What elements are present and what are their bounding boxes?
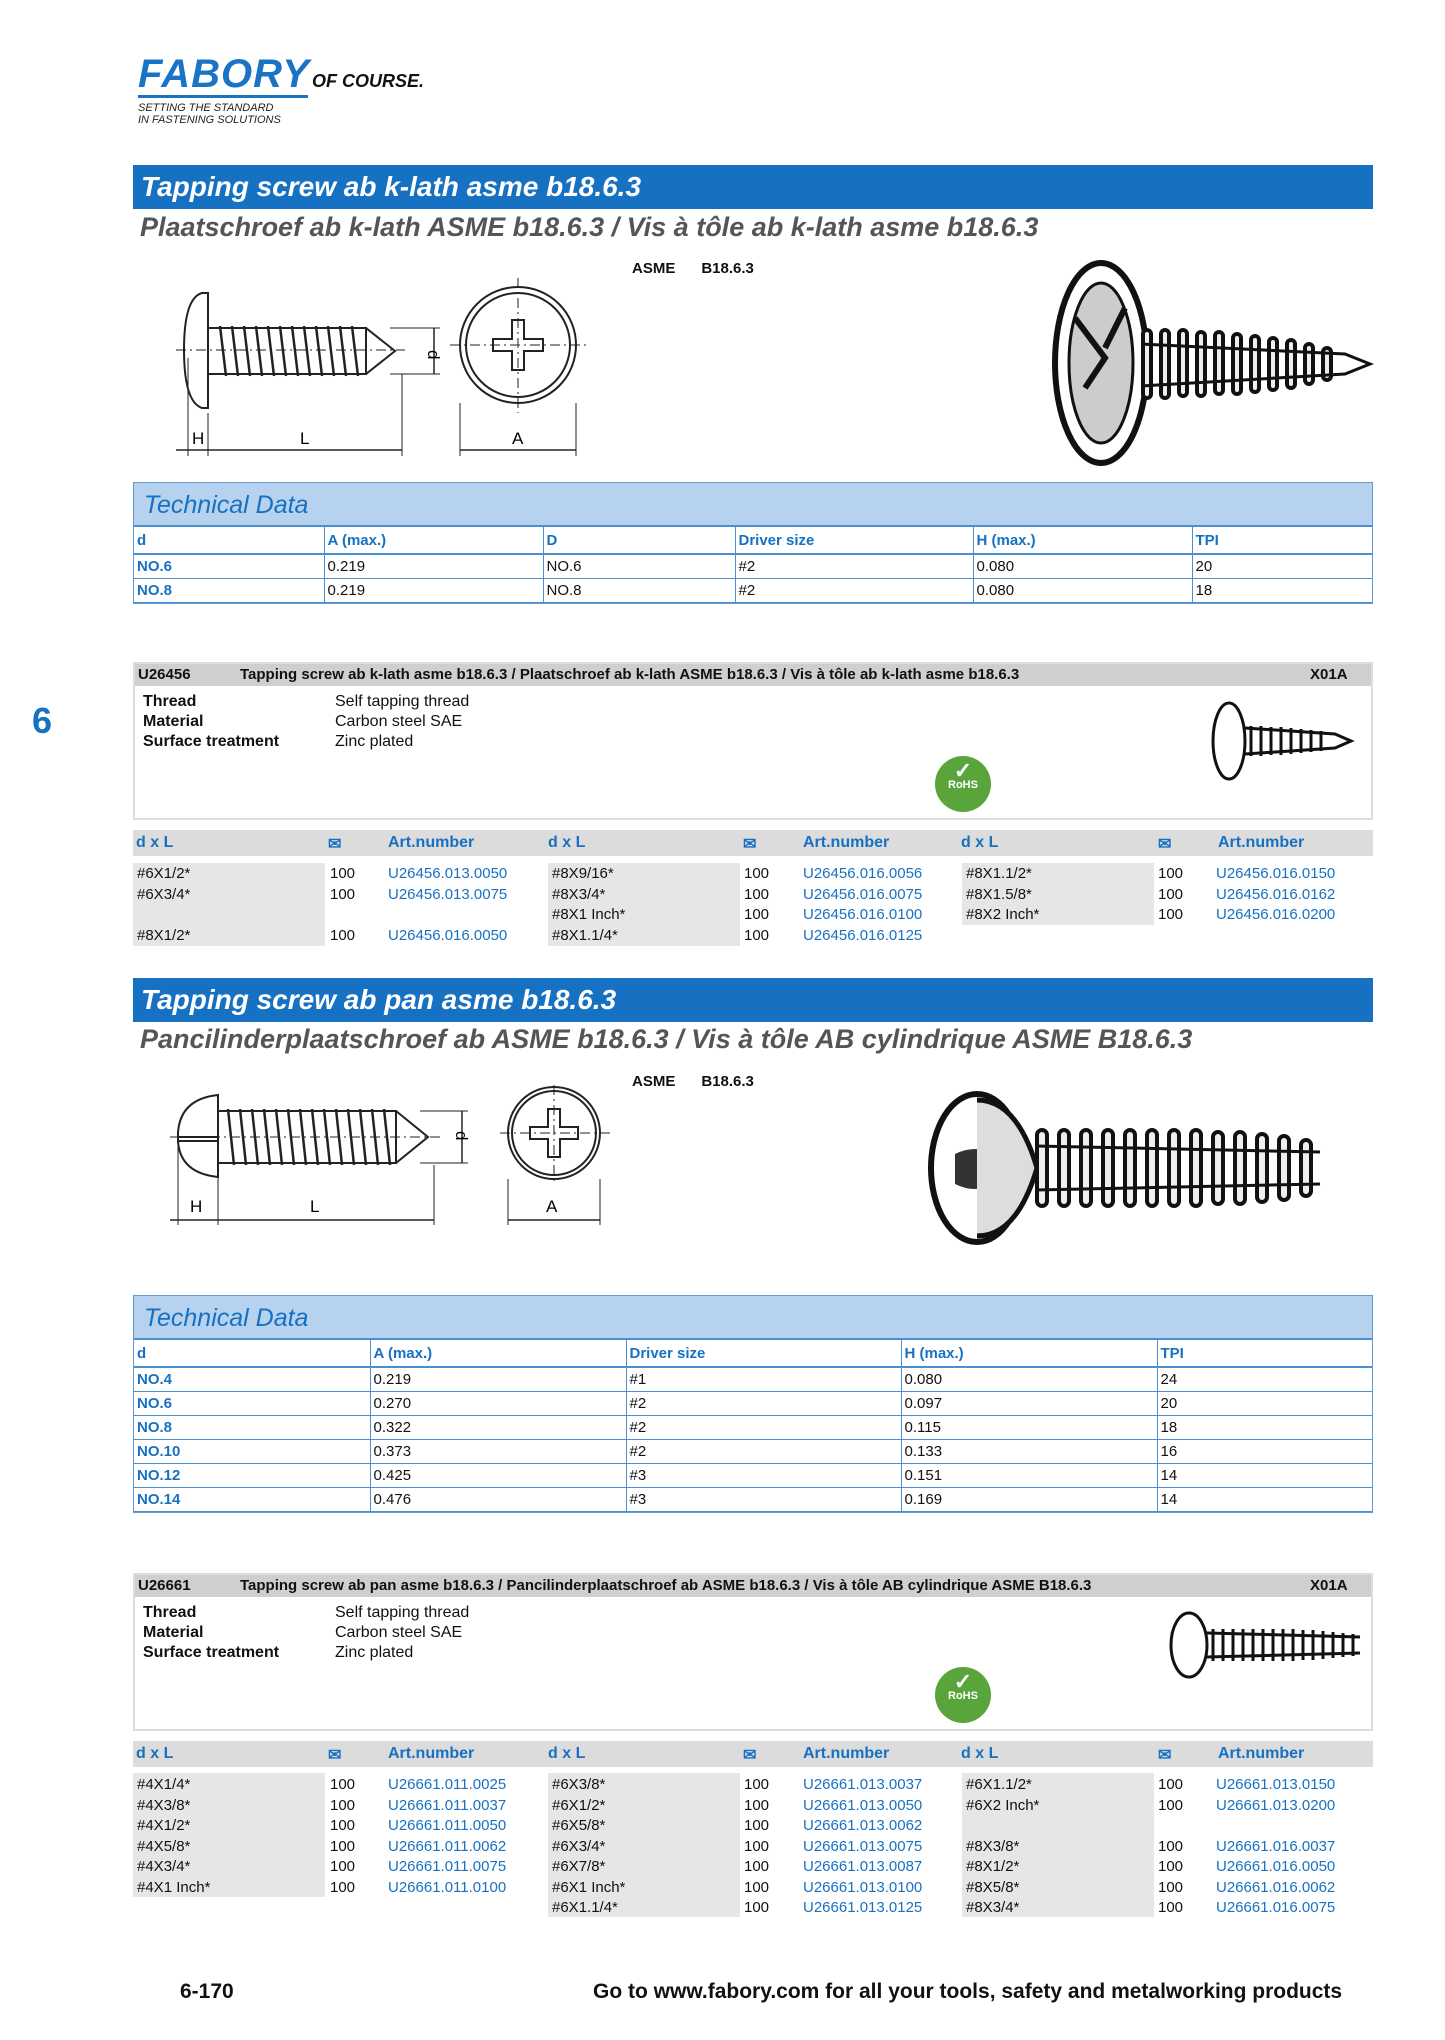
article-number[interactable]: U26456.016.0162 <box>1216 885 1336 903</box>
qty-cell: 100 <box>744 885 770 903</box>
table-row <box>134 1367 1372 1391</box>
order-grid-header-2 <box>133 1741 1373 1767</box>
size-cell: #8X1/2* <box>137 926 191 944</box>
order-grid-header-1 <box>133 830 1373 856</box>
size-cell: #8X1/2* <box>966 1858 1020 1875</box>
size-cell: #8X3/4* <box>966 1899 1020 1916</box>
size-cell: #6X1/2* <box>552 1796 606 1814</box>
qty-cell: 100 <box>744 865 770 882</box>
grid-header-dxl: d x L <box>961 1745 999 1762</box>
grid-header-art: Art.number <box>1218 1745 1305 1762</box>
logo-tagline-2: IN FASTENING SOLUTIONS <box>138 114 281 126</box>
svg-text:d: d <box>424 350 443 360</box>
size-cell: #4X1 Inch* <box>137 1878 211 1896</box>
table-cell: #3 <box>626 1463 901 1487</box>
prop-label: Thread <box>143 1604 197 1621</box>
section-2-subtitle: Pancilinderplaatschroef ab ASME b18.6.3 / Vis à tôle AB cylindrique ASME B18.6.3 <box>140 1024 1193 1054</box>
page-number: 6-170 <box>180 1980 234 2003</box>
size-cell: #4X3/4* <box>137 1858 191 1875</box>
article-number[interactable]: U26456.016.0050 <box>388 926 508 944</box>
article-number[interactable]: U26661.013.0050 <box>803 1796 923 1814</box>
rohs-badge: ✓ RoHS <box>935 1667 991 1723</box>
screw-thumbnail <box>1205 696 1355 786</box>
table-row <box>134 1487 1372 1511</box>
qty-cell: 100 <box>1158 865 1184 882</box>
section-2-title: Tapping screw ab pan asme b18.6.3 <box>133 978 1373 1022</box>
prop-label: Thread <box>143 693 197 710</box>
size-cell: #8X2 Inch* <box>966 906 1040 923</box>
package-icon: ✉ <box>743 836 757 853</box>
table-cell: NO.6 <box>134 1391 370 1415</box>
svg-text:L: L <box>300 429 310 448</box>
article-number[interactable]: U26661.016.0062 <box>1216 1878 1336 1896</box>
article-number[interactable]: U26661.016.0075 <box>1216 1899 1336 1916</box>
article-description: Tapping screw ab k-lath asme b18.6.3 / Plaatschroef ab k-lath ASME b18.6.3 / Vis à tôle ab k-lath asme b18.6.3 <box>240 666 1020 683</box>
qty-cell: 100 <box>330 1796 356 1814</box>
article-number[interactable]: U26456.016.0200 <box>1216 906 1336 923</box>
qty-cell: 100 <box>1158 1878 1184 1896</box>
article-number[interactable]: U26456.013.0075 <box>388 885 508 903</box>
article-number[interactable]: U26661.013.0100 <box>803 1878 923 1896</box>
table-cell: #2 <box>626 1439 901 1463</box>
grid-header-art: Art.number <box>803 1745 890 1762</box>
footer-slogan: Go to www.fabory.com for all your tools, safety and metalworking products <box>593 1980 1343 2003</box>
svg-text:d: d <box>452 1131 471 1141</box>
col-header: TPI <box>1157 1340 1372 1367</box>
rohs-badge: ✓ RoHS <box>935 756 991 812</box>
table-row <box>134 1415 1372 1439</box>
prop-value: Self tapping thread <box>335 1604 470 1621</box>
table-cell: 0.080 <box>901 1367 1157 1391</box>
size-cell: #6X2 Inch* <box>966 1796 1040 1814</box>
fabory-logo <box>138 52 424 126</box>
article-number[interactable]: U26661.011.0062 <box>388 1837 507 1855</box>
size-cell: #8X1 Inch* <box>552 906 626 923</box>
size-cell: #6X3/4* <box>552 1837 606 1855</box>
svg-text:H: H <box>190 1197 203 1216</box>
table-row: NO.8 0.219 NO.8 #2 0.080 18 <box>134 578 1372 602</box>
size-cell: #6X7/8* <box>552 1858 606 1875</box>
col-header: d <box>134 1340 370 1367</box>
technical-data-title: Technical Data <box>134 1296 1372 1340</box>
table-row: NO.6 0.219 NO.6 #2 0.080 20 <box>134 554 1372 578</box>
col-header: H (max.) <box>901 1340 1157 1367</box>
size-cell: #8X1.1/2* <box>966 865 1032 882</box>
size-cell: #6X5/8* <box>552 1817 606 1834</box>
article-number[interactable]: U26661.011.0025 <box>388 1776 507 1793</box>
table-cell: 20 <box>1157 1391 1372 1415</box>
qty-cell: 100 <box>330 1878 356 1896</box>
qty-cell: 100 <box>1158 885 1184 903</box>
size-cell: #4X5/8* <box>137 1837 191 1855</box>
col-header: Driver size <box>735 527 973 554</box>
qty-cell: 100 <box>330 926 356 944</box>
article-number[interactable]: U26661.013.0062 <box>803 1817 923 1834</box>
table-cell: NO.12 <box>134 1463 370 1487</box>
size-cell: #6X1.1/2* <box>966 1776 1032 1793</box>
qty-cell: 100 <box>744 1899 770 1916</box>
article-box-2 <box>133 1573 1373 1731</box>
prop-value: Zinc plated <box>335 1644 414 1661</box>
article-number[interactable]: U26661.013.0150 <box>1216 1776 1336 1793</box>
table-cell: #1 <box>626 1367 901 1391</box>
table-cell: 0.097 <box>901 1391 1157 1415</box>
k-lath-screw-photo <box>1045 258 1375 468</box>
article-number[interactable]: U26456.016.0150 <box>1216 865 1336 882</box>
table-cell: 0.219 <box>370 1367 626 1391</box>
size-cell: #8X3/8* <box>966 1837 1020 1855</box>
package-icon: ✉ <box>1158 1747 1172 1764</box>
qty-cell: 100 <box>744 1837 770 1855</box>
qty-cell: 100 <box>330 1858 356 1875</box>
table-cell: NO.4 <box>134 1367 370 1391</box>
prop-label: Surface treatment <box>143 733 280 750</box>
table-cell: 0.270 <box>370 1391 626 1415</box>
qty-cell: 100 <box>1158 1776 1184 1793</box>
table-cell: 0.322 <box>370 1415 626 1439</box>
grid-header-art: Art.number <box>1218 834 1305 851</box>
prop-label: Surface treatment <box>143 1644 280 1661</box>
table-cell: 0.169 <box>901 1487 1157 1511</box>
grid-header-dxl: d x L <box>136 1745 174 1762</box>
qty-cell: 100 <box>1158 1796 1184 1814</box>
section-1-title: Tapping screw ab k-lath asme b18.6.3 <box>133 165 1373 209</box>
package-icon: ✉ <box>1158 836 1172 853</box>
prop-value: Carbon steel SAE <box>335 1624 463 1641</box>
qty-cell: 100 <box>330 885 356 903</box>
technical-data-title: Technical Data <box>134 483 1372 527</box>
col-header: TPI <box>1192 527 1372 554</box>
table-cell: 24 <box>1157 1367 1372 1391</box>
size-cell: #8X3/4* <box>552 885 606 903</box>
article-number[interactable]: U26661.016.0037 <box>1216 1837 1336 1855</box>
package-icon: ✉ <box>743 1747 757 1764</box>
article-number[interactable]: U26661.016.0050 <box>1216 1858 1336 1875</box>
table-cell: 0.115 <box>901 1415 1157 1439</box>
grid-header-dxl: d x L <box>548 834 586 851</box>
grid-header-art: Art.number <box>803 834 890 851</box>
table-cell: #3 <box>626 1487 901 1511</box>
qty-cell: 100 <box>330 865 356 882</box>
section-2-standard: ASME B18.6.3 <box>632 1073 754 1090</box>
qty-cell: 100 <box>1158 906 1184 923</box>
size-cell: #6X1.1/4* <box>552 1899 618 1916</box>
article-suffix: X01A <box>1310 666 1348 683</box>
grid-header-dxl: d x L <box>136 834 174 851</box>
qty-cell: 100 <box>744 1878 770 1896</box>
size-cell: #8X5/8* <box>966 1878 1020 1896</box>
logo-tagline-1: SETTING THE STANDARD <box>138 102 274 114</box>
chapter-tab: 6 <box>32 700 53 741</box>
qty-cell: 100 <box>330 1837 356 1855</box>
prop-value: Zinc plated <box>335 733 414 750</box>
grid-header-dxl: d x L <box>961 834 999 851</box>
col-header: A (max.) <box>370 1340 626 1367</box>
grid-header-art: Art.number <box>388 834 475 851</box>
grid-header-dxl: d x L <box>548 1745 586 1762</box>
article-number[interactable]: U26456.016.0056 <box>803 865 923 882</box>
size-cell: #8X1.5/8* <box>966 885 1032 903</box>
svg-text:L: L <box>310 1197 320 1216</box>
table-row <box>134 1439 1372 1463</box>
table-cell: 0.476 <box>370 1487 626 1511</box>
technical-data-table-1 <box>133 482 1373 604</box>
table-cell: 18 <box>1157 1415 1372 1439</box>
article-suffix: X01A <box>1310 1577 1348 1594</box>
article-code: U26661 <box>138 1577 191 1594</box>
pan-dimension-drawing <box>150 1085 610 1245</box>
article-number[interactable]: U26456.016.0100 <box>803 906 923 923</box>
table-row <box>134 1391 1372 1415</box>
pan-screw-photo <box>925 1090 1345 1250</box>
article-number[interactable]: U26661.011.0075 <box>388 1858 507 1875</box>
table-cell: NO.8 <box>134 1415 370 1439</box>
qty-cell: 100 <box>744 1817 770 1834</box>
table-cell: 0.373 <box>370 1439 626 1463</box>
section-1-subtitle: Plaatschroef ab k-lath ASME b18.6.3 / Vis à tôle ab k-lath asme b18.6.3 <box>140 212 1039 242</box>
size-cell: #4X1/4* <box>137 1776 191 1793</box>
qty-cell: 100 <box>744 1776 770 1793</box>
col-header: A (max.) <box>324 527 543 554</box>
qty-cell: 100 <box>330 1817 356 1834</box>
table-cell: 14 <box>1157 1463 1372 1487</box>
table-cell: 0.151 <box>901 1463 1157 1487</box>
package-icon: ✉ <box>328 836 342 853</box>
article-number[interactable]: U26661.011.0050 <box>388 1817 507 1834</box>
size-cell: #6X3/4* <box>137 885 191 903</box>
qty-cell: 100 <box>744 926 770 944</box>
table-cell: 0.425 <box>370 1463 626 1487</box>
size-cell: #6X1 Inch* <box>552 1878 626 1896</box>
col-header: d <box>134 527 324 554</box>
size-cell: #8X1.1/4* <box>552 926 618 944</box>
prop-label: Material <box>143 1624 204 1641</box>
qty-cell: 100 <box>744 906 770 923</box>
table-cell: 0.133 <box>901 1439 1157 1463</box>
article-number[interactable]: U26661.013.0037 <box>803 1776 923 1793</box>
logo-suffix: OF COURSE. <box>311 71 424 91</box>
article-description: Tapping screw ab pan asme b18.6.3 / Pancilinderplaatschroef ab ASME b18.6.3 / Vis à tôle AB cylindrique ASME B18.6.3 <box>240 1577 1092 1594</box>
qty-cell: 100 <box>744 1796 770 1814</box>
prop-label: Material <box>143 713 204 730</box>
table-cell: #2 <box>626 1391 901 1415</box>
article-box-1 <box>133 662 1373 820</box>
col-header: H (max.) <box>973 527 1192 554</box>
svg-text:A: A <box>512 429 524 448</box>
article-number[interactable]: U26456.016.0125 <box>803 926 923 944</box>
article-code: U26456 <box>138 666 191 683</box>
article-number[interactable]: U26661.011.0100 <box>388 1878 507 1896</box>
qty-cell: 100 <box>1158 1899 1184 1916</box>
qty-cell: 100 <box>330 1776 356 1793</box>
technical-data-table-2 <box>133 1295 1373 1513</box>
article-number[interactable]: U26661.013.0087 <box>803 1858 923 1875</box>
section-1-standard: ASME B18.6.3 <box>632 260 754 277</box>
article-number[interactable]: U26456.013.0050 <box>388 865 508 882</box>
svg-text:A: A <box>546 1197 558 1216</box>
article-number[interactable]: U26661.013.0125 <box>803 1899 923 1916</box>
logo-brand: FABORY <box>138 52 310 96</box>
prop-value: Self tapping thread <box>335 693 470 710</box>
table-cell: 14 <box>1157 1487 1372 1511</box>
k-lath-dimension-drawing <box>150 278 590 468</box>
article-number[interactable]: U26661.011.0037 <box>388 1796 507 1814</box>
size-cell: #6X3/8* <box>552 1776 606 1793</box>
article-number[interactable]: U26661.013.0200 <box>1216 1796 1336 1814</box>
article-number[interactable]: U26661.013.0075 <box>803 1837 923 1855</box>
table-cell: NO.14 <box>134 1487 370 1511</box>
grid-header-art: Art.number <box>388 1745 475 1762</box>
table-cell: NO.10 <box>134 1439 370 1463</box>
col-header: D <box>543 527 735 554</box>
prop-value: Carbon steel SAE <box>335 713 463 730</box>
article-number[interactable]: U26456.016.0075 <box>803 885 923 903</box>
col-header: Driver size <box>626 1340 901 1367</box>
size-cell: #6X1/2* <box>137 865 191 882</box>
size-cell: #4X3/8* <box>137 1796 191 1814</box>
screw-thumbnail <box>1165 1605 1365 1685</box>
qty-cell: 100 <box>744 1858 770 1875</box>
svg-text:H: H <box>192 429 205 448</box>
table-row <box>134 1463 1372 1487</box>
table-cell: #2 <box>626 1415 901 1439</box>
qty-cell: 100 <box>1158 1858 1184 1875</box>
qty-cell: 100 <box>1158 1837 1184 1855</box>
package-icon: ✉ <box>328 1747 342 1764</box>
size-cell: #8X9/16* <box>552 865 614 882</box>
table-cell: 16 <box>1157 1439 1372 1463</box>
size-cell: #4X1/2* <box>137 1817 191 1834</box>
